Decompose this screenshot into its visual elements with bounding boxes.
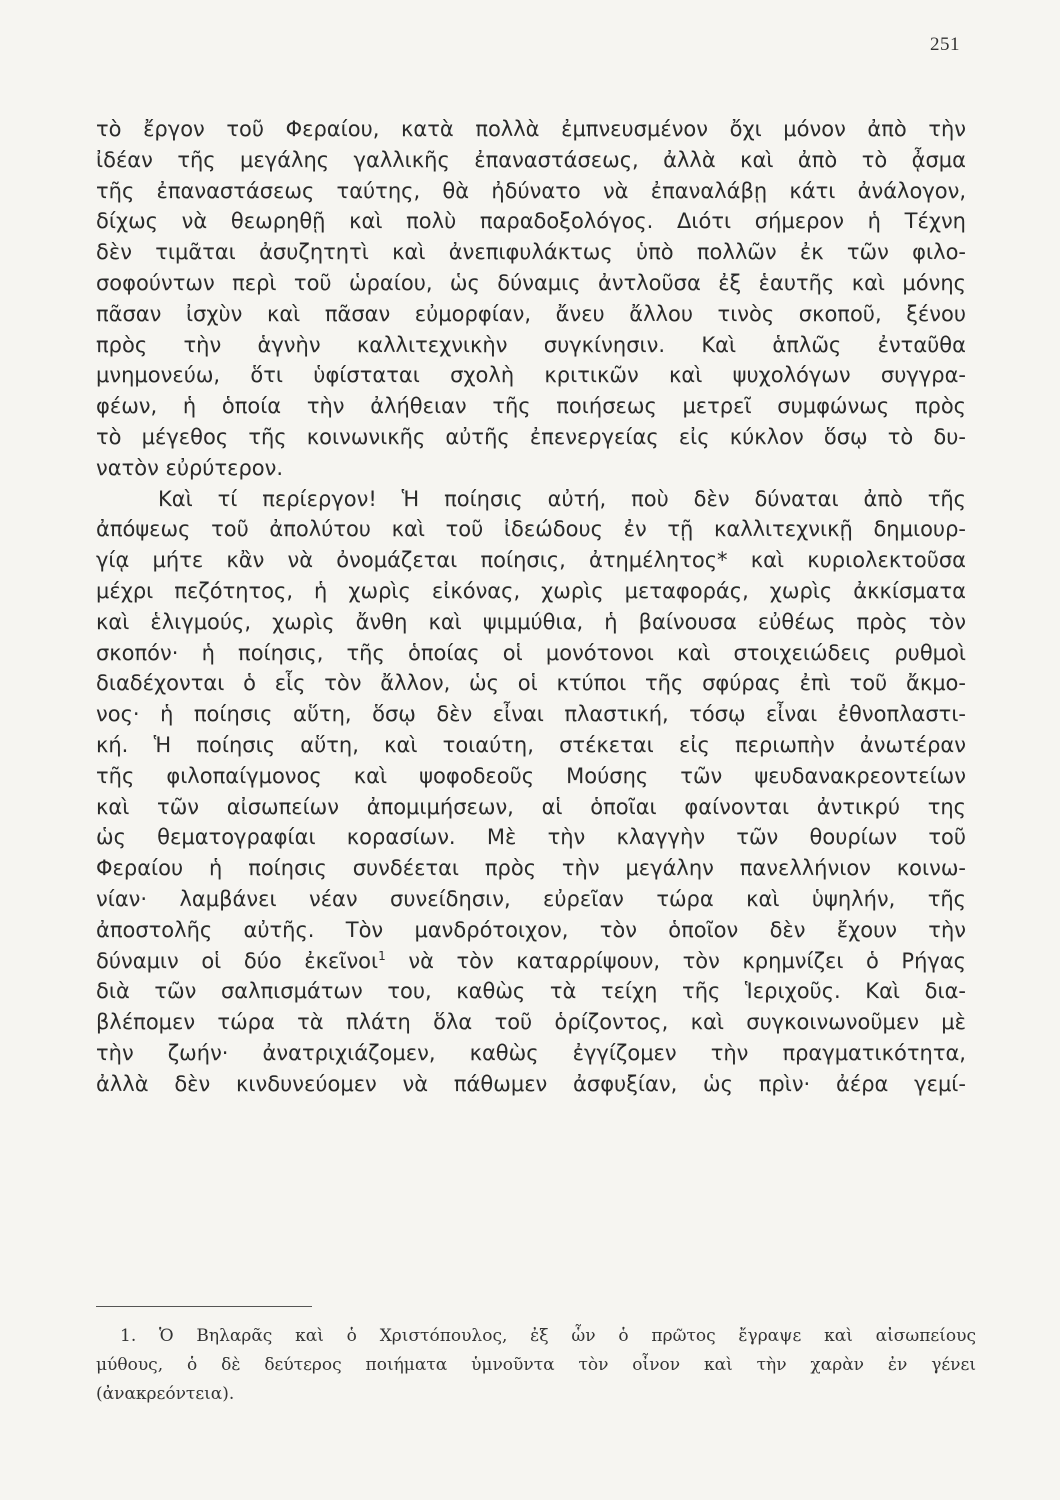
text-line: σκοπόν· ἡ ποίησις, τῆς ὁποίας οἱ μονότονοι καὶ στοιχειώδεις ρυθμοὶ xyxy=(96,640,966,665)
text-line: διαδέχονται ὁ εἷς τὸν ἄλλον, ὡς οἱ κτύποι τῆς σφύρας ἐπὶ τοῦ ἄκμο- xyxy=(96,671,966,696)
page-number: 251 xyxy=(930,34,960,55)
text-line: πᾶσαν ἰσχὺν καὶ πᾶσαν εὐμορφίαν, ἄνευ ἄλλου τινὸς σκοποῦ, ξένου xyxy=(96,301,966,326)
text-line: ἀλλὰ δὲν κινδυνεύομεν νὰ πάθωμεν ἀσφυξίαν, ὡς πρὶν· ἀέρα γεμί- xyxy=(96,1071,966,1096)
text-line: σοφούντων περὶ τοῦ ὡραίου, ὡς δύναμις ἀντλοῦσα ἐξ ἑαυτῆς καὶ μόνης xyxy=(96,270,966,295)
text-line: νος· ἡ ποίησις αὕτη, ὅσῳ δὲν εἶναι πλαστική, τόσῳ εἶναι ἐθνοπλαστι- xyxy=(96,702,966,727)
text-line: φέων, ἡ ὁποία τὴν ἀλήθειαν τῆς ποιήσεως μετρεῖ συμφώνως πρὸς xyxy=(96,394,966,419)
text-fragment: νὰ τὸν καταρρίψουν, τὸν κρημνίζει ὁ Ρήγας xyxy=(408,948,967,973)
text-line: βλέπομεν τώρα τὰ πλάτη ὅλα τοῦ ὁρίζοντος, καὶ συγκοινωνοῦμεν μὲ xyxy=(96,1010,966,1035)
text-line: τὴν ζωήν· ἀνατριχιάζομεν, καθὼς ἐγγίζομεν τὴν πραγματικότητα, xyxy=(96,1040,966,1065)
footnotes xyxy=(96,1322,976,1409)
text-line: δὲν τιμᾶται ἀσυζητητὶ καὶ ἀνεπιφυλάκτως ὑπὸ πολλῶν ἐκ τῶν φιλο- xyxy=(96,240,966,265)
footnote-line: μύθους, ὁ δὲ δεύτερος ποιήματα ὑμνοῦντα τὸν οἶνον καὶ τὴν χαρὰν ἐν γένει xyxy=(96,1355,976,1375)
text-line: γίᾳ μήτε κἂν νὰ ὀνομάζεται ποίησις, ἀτημέλητος* καὶ κυριολεκτοῦσα xyxy=(96,548,966,573)
text-line: τῆς φιλοπαίγμονος καὶ ψοφοδεοῦς Μούσης τῶν ψευδανακρεοντείων xyxy=(96,763,966,788)
text-line: ἀποστολῆς αὐτῆς. Τὸν μανδρότοιχον, τὸν ὁποῖον δὲν ἔχουν τὴν xyxy=(96,917,966,942)
text-fragment: δύναμιν οἱ δύο ἐκεῖνοι xyxy=(96,948,379,973)
text-line: τὸ μέγεθος τῆς κοινωνικῆς αὐτῆς ἐπενεργείας εἰς κύκλον ὅσῳ τὸ δυ- xyxy=(96,424,966,449)
text-line: καὶ ἑλιγμούς, χωρὶς ἄνθη καὶ ψιμμύθια, ἡ βαίνουσα εὐθέως πρὸς τὸν xyxy=(96,609,966,634)
text-line: μέχρι πεζότητος, ἡ χωρὶς εἰκόνας, χωρὶς μεταφοράς, χωρὶς ἀκκίσματα xyxy=(96,578,966,603)
text-line: νατὸν εὐρύτερον. xyxy=(96,455,284,480)
text-line: καὶ τῶν αἰσωπείων ἀπομιμήσεων, αἱ ὁποῖαι φαίνονται ἀντικρύ της xyxy=(96,794,966,819)
text-line-with-footnote xyxy=(96,946,966,977)
text-line: δίχως νὰ θεωρηθῇ καὶ πολὺ παραδοξολόγος. Διότι σήμερον ἡ Τέχνη xyxy=(96,209,966,234)
paragraph-start-line: Καὶ τί περίεργον! Ἡ ποίησις αὐτή, ποὺ δὲν δύναται ἀπὸ τῆς xyxy=(158,486,966,511)
body-text xyxy=(96,114,966,1100)
text-line: μνημονεύω, ὅτι ὑφίσταται σχολὴ κριτικῶν καὶ ψυχολόγων συγγρα- xyxy=(96,363,966,388)
text-line: ἀπόψεως τοῦ ἀπολύτου καὶ τοῦ ἰδεώδους ἐν τῇ καλλιτεχνικῇ δημιουρ- xyxy=(96,517,966,542)
text-line: τῆς ἐπαναστάσεως ταύτης, θὰ ἠδύνατο νὰ ἐπαναλάβῃ κάτι ἀνάλογον, xyxy=(96,178,966,203)
text-line: κή. Ἡ ποίησις αὕτη, καὶ τοιαύτη, στέκεται εἰς περιωπὴν ἀνωτέραν xyxy=(96,732,966,757)
footnote-divider xyxy=(96,1306,312,1307)
text-line: διὰ τῶν σαλπισμάτων του, καθὼς τὰ τείχη τῆς Ἱεριχοῦς. Καὶ δια- xyxy=(96,979,966,1004)
text-line: τὸ ἔργον τοῦ Φεραίου, κατὰ πολλὰ ἐμπνευσμένον ὄχι μόνον ἀπὸ τὴν xyxy=(96,117,966,141)
footnote-marker: 1 xyxy=(378,948,386,963)
text-line: πρὸς τὴν ἁγνὴν καλλιτεχνικὴν συγκίνησιν. Καὶ ἁπλῶς ἐνταῦθα xyxy=(96,332,966,357)
text-line: ἰδέαν τῆς μεγάλης γαλλικῆς ἐπαναστάσεως, ἀλλὰ καὶ ἀπὸ τὸ ᾆσμα xyxy=(96,147,966,172)
text-line: νίαν· λαμβάνει νέαν συνείδησιν, εὐρεῖαν τώρα καὶ ὑψηλήν, τῆς xyxy=(96,886,966,911)
text-line: ὡς θεματογραφίαι κορασίων. Μὲ τὴν κλαγγὴν τῶν θουρίων τοῦ xyxy=(96,825,966,850)
footnote-line: 1. Ὁ Βηλαρᾶς καὶ ὁ Χριστόπουλος, ἐξ ὧν ὁ πρῶτος ἔγραψε καὶ αἰσωπείους xyxy=(120,1326,976,1346)
footnote-line: (ἀνακρεόντεια). xyxy=(96,1384,235,1404)
text-line: Φεραίου ἡ ποίησις συνδέεται πρὸς τὴν μεγάλην πανελλήνιον κοινω- xyxy=(96,856,966,881)
